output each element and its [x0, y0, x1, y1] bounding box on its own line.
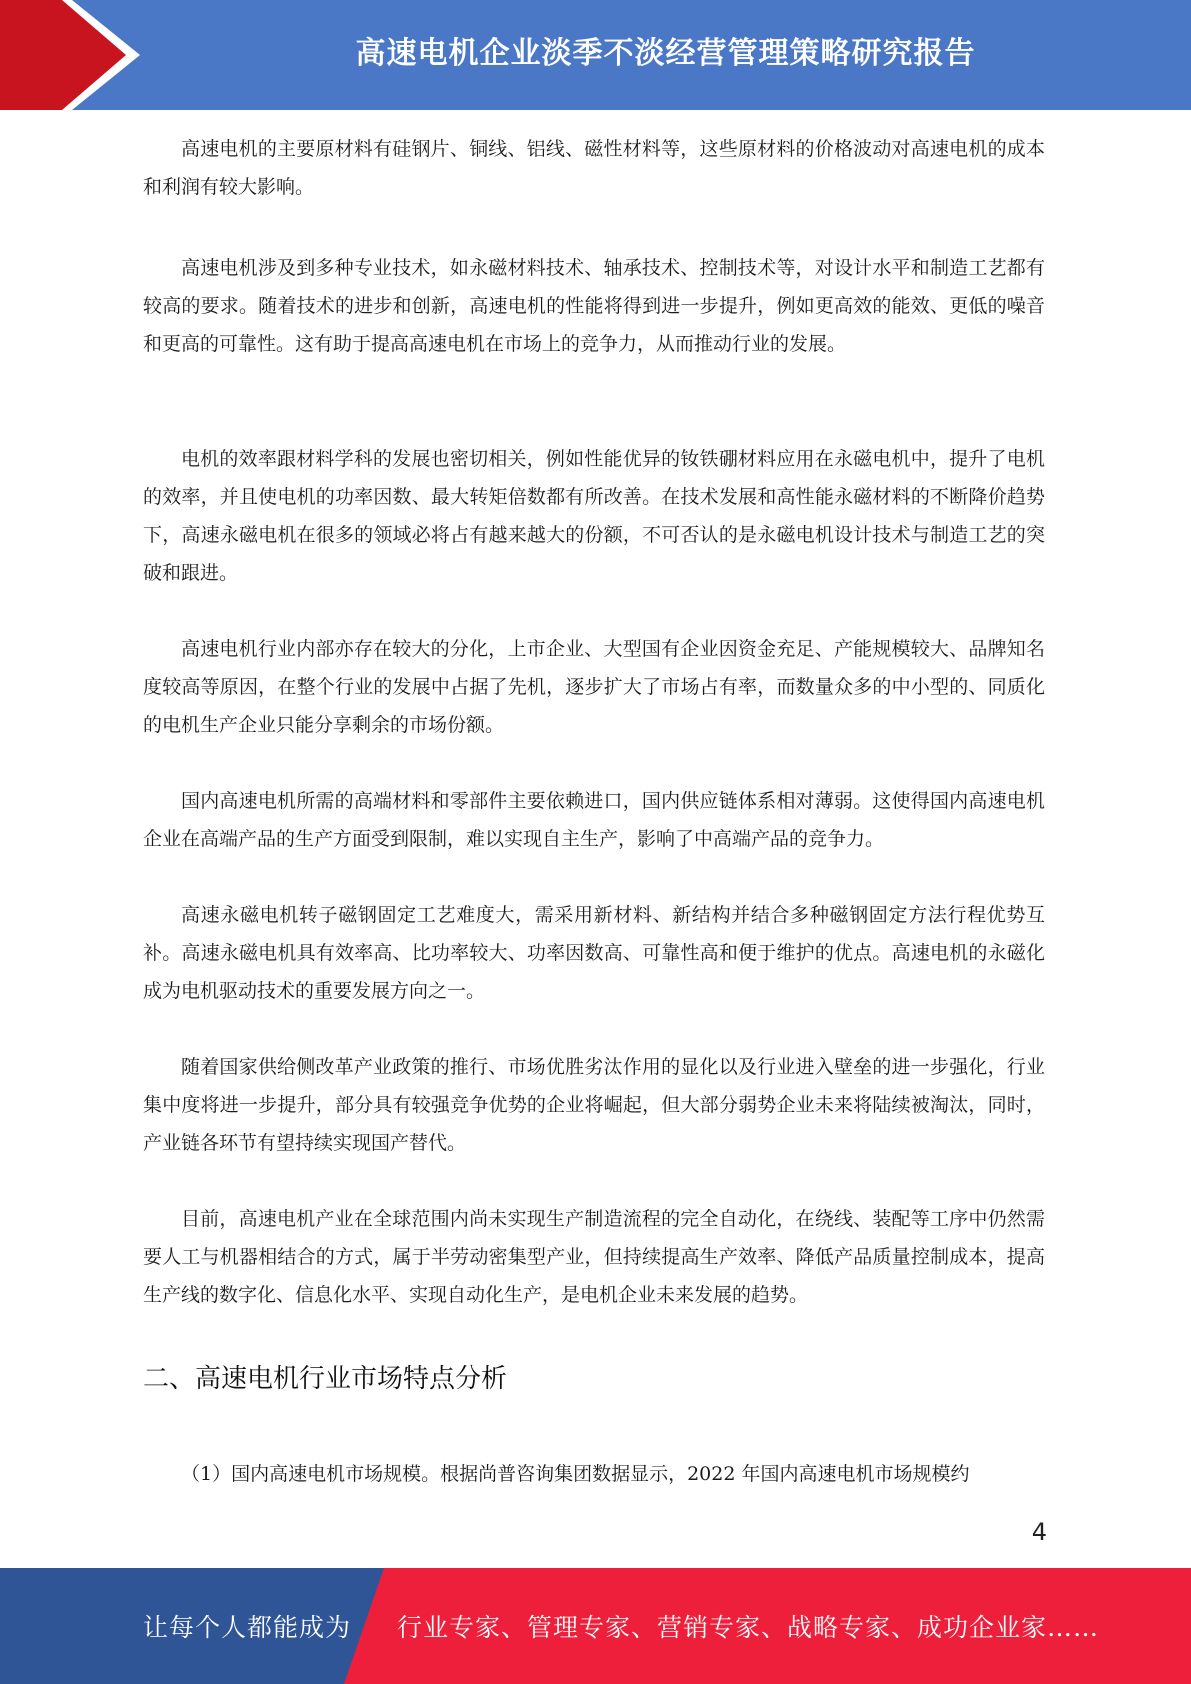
paragraph-automation: 目前，高速电机产业在全球范围内尚未实现生产制造流程的完全自动化，在绕线、装配等工序中仍然需要人工与机器相结合的方式，属于半劳动密集型产业，但持续提高生产效率、降低产品质量控制成本，提高生产线的数字化、信息化水平、实现自动化生产，是电机企业未来发展的趋势。: [143, 1208, 1045, 1306]
section-heading: 二、高速电机行业市场特点分析: [143, 1364, 508, 1394]
page-number: 4: [1031, 1518, 1047, 1546]
page-header-banner: [0, 0, 1191, 110]
paragraph-market-size: （1）国内高速电机市场规模。根据尚普咨询集团数据显示，2022 年国内高速电机市场规模约: [181, 1463, 970, 1485]
paragraph-permanent-magnet: 高速永磁电机转子磁钢固定工艺难度大，需采用新材料、新结构并结合多种磁钢固定方法行程优势互补。高速永磁电机具有效率高、比功率较大、功率因数高、可靠性高和便于维护的优点。高速电机的永磁化成为电机驱动技术的重要发展方向之一。: [143, 904, 1045, 1002]
paragraph-materials-science: 电机的效率跟材料学科的发展也密切相关，例如性能优异的钕铁硼材料应用在永磁电机中，提升了电机的效率，并且使电机的功率因数、最大转矩倍数都有所改善。在技术发展和高性能永磁材料的不断降价趋势下，高速永磁电机在很多的领域必将占有越来越大的份额，不可否认的是永磁电机设计技术与制造工艺的突破和跟进。: [143, 448, 1045, 584]
paragraph-supply-chain: 国内高速电机所需的高端材料和零部件主要依赖进口，国内供应链体系相对薄弱。这使得国内高速电机企业在高端产品的生产方面受到限制，难以实现自主生产，影响了中高端产品的竞争力。: [143, 790, 1045, 850]
report-title: 高速电机企业淡季不淡经营管理策略研究报告: [355, 36, 976, 71]
paragraph-policy: 随着国家供给侧改革产业政策的推行、市场优胜劣汰作用的显化以及行业进入壁垒的进一步强化，行业集中度将进一步提升，部分具有较强竞争优势的企业将崛起，但大部分弱势企业未来将陆续被淘汰，同时，产业链各环节有望持续实现国产替代。: [143, 1056, 1045, 1154]
paragraph-raw-materials: 高速电机的主要原材料有硅钢片、铜线、铝线、磁性材料等，这些原材料的价格波动对高速电机的成本和利润有较大影响。: [143, 138, 1045, 198]
footer-slogan-right: 行业专家、管理专家、营销专家、战略专家、成功企业家……: [397, 1613, 1100, 1642]
paragraph-industry-differentiation: 高速电机行业内部亦存在较大的分化，上市企业、大型国有企业因资金充足、产能规模较大、品牌知名度较高等原因，在整个行业的发展中占据了先机，逐步扩大了市场占有率，而数量众多的中小型的、同质化的电机生产企业只能分享剩余的市场份额。: [143, 638, 1045, 736]
paragraph-technology: 高速电机涉及到多种专业技术，如永磁材料技术、轴承技术、控制技术等，对设计水平和制造工艺都有较高的要求。随着技术的进步和创新，高速电机的性能将得到进一步提升，例如更高效的能效、更低的噪音和更高的可靠性。这有助于提高高速电机在市场上的竞争力，从而推动行业的发展。: [143, 257, 1045, 355]
footer-slogan-left: 让每个人都能成为: [143, 1613, 352, 1642]
page-footer-banner: [0, 1568, 1191, 1684]
